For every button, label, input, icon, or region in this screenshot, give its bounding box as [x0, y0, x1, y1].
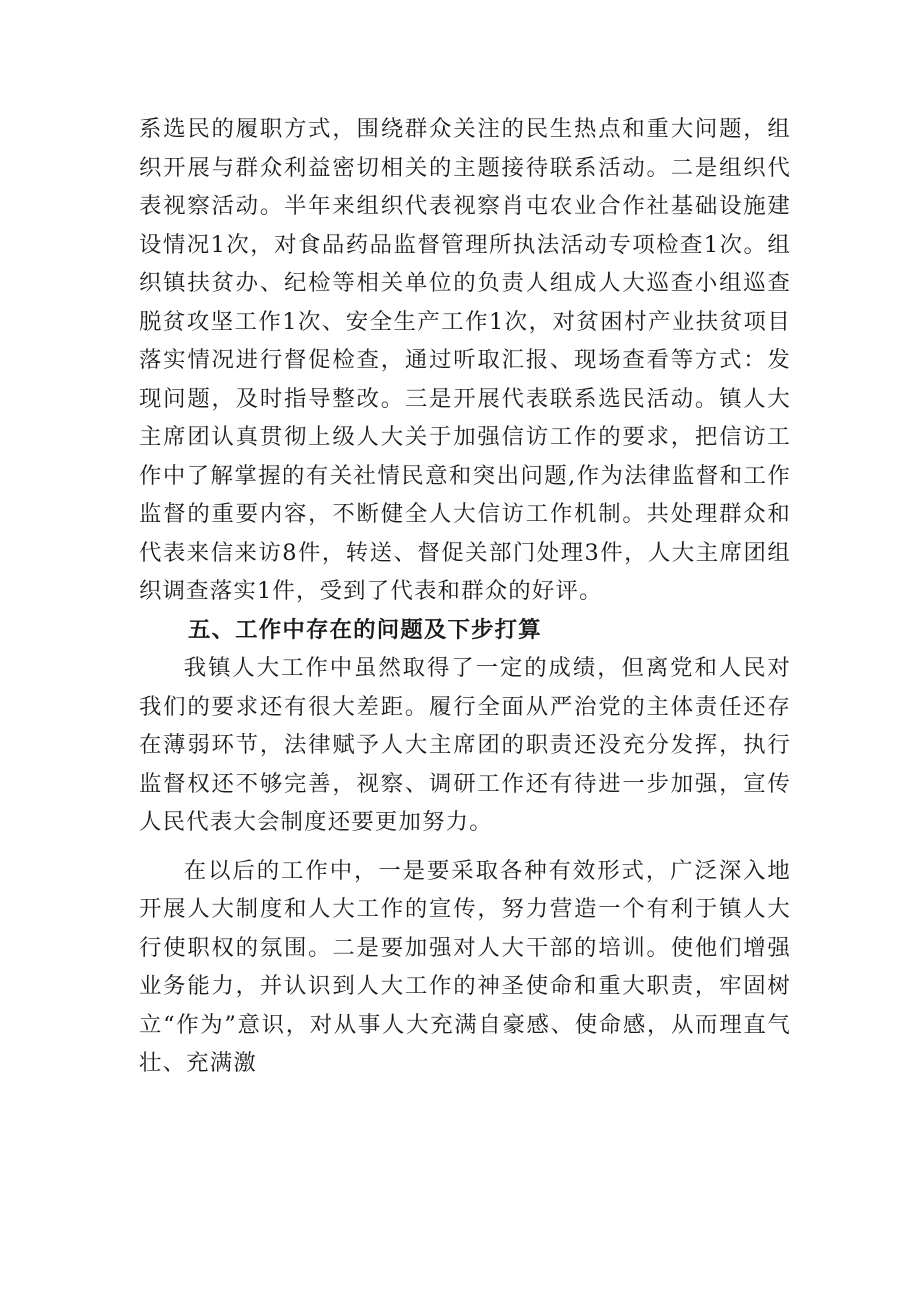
- paragraph-gap: [139, 842, 791, 852]
- document-body: [139, 110, 791, 1083]
- paragraph-plans: 在以后的工作中，一是要采取各种有效形式，广泛深入地开展人大制度和人大工作的宣传，努力营造一个有利于镇人大行使职权的氛围。二是要加强对人大干部的培训。使他们增强业务能力，并认识到人大工作的神圣使命和重大职责，牢固树立“作为”意识，对从事人大充满自豪感、使命感，从而理直气壮、充满激: [139, 857, 791, 1076]
- section-heading: 五、工作中存在的问题及下步打算: [188, 616, 542, 643]
- paragraph-activities: 系选民的履职方式，围绕群众关注的民生热点和重大问题，组织开展与群众利益密切相关的主题接待联系活动。二是组织代表视察活动。半年来组织代表视察肖屯农业合作社基础设施建设情况1次，对食品药品监督管理所执法活动专项检查1次。组织镇扶贫办、纪检等相关单位的负责人组成人大巡查小组巡查脱贫攻坚工作1次、安全生产工作1次，对贫困村产业扶贫项目落实情况进行督促检查，通过听取汇报、现场查看等方式：发现问题，及时指导整改。三是开展代表联系选民活动。镇人大主席团认真贯彻上级人大关于加强信访工作的要求，把信访工作中了解掌握的有关社情民意和突出问题,作为法律监督和工作监督的重要内容，不断健全人大信访工作机制。共处理群众和代表来信来访8件，转送、督促关部门处理3件，人大主席团组织调查落实1件，受到了代表和群众的好评。: [139, 116, 791, 604]
- paragraph-problems: 我镇人大工作中虽然取得了一定的成绩，但离党和人民对我们的要求还有很大差距。履行全面从严治党的主体责任还存在薄弱环节，法律赋予人大主席团的职责还没充分发挥，执行监督权还不够完善，视察、调研工作还有待进一步加强，宣传人民代表大会制度还要更加努力。: [139, 655, 791, 835]
